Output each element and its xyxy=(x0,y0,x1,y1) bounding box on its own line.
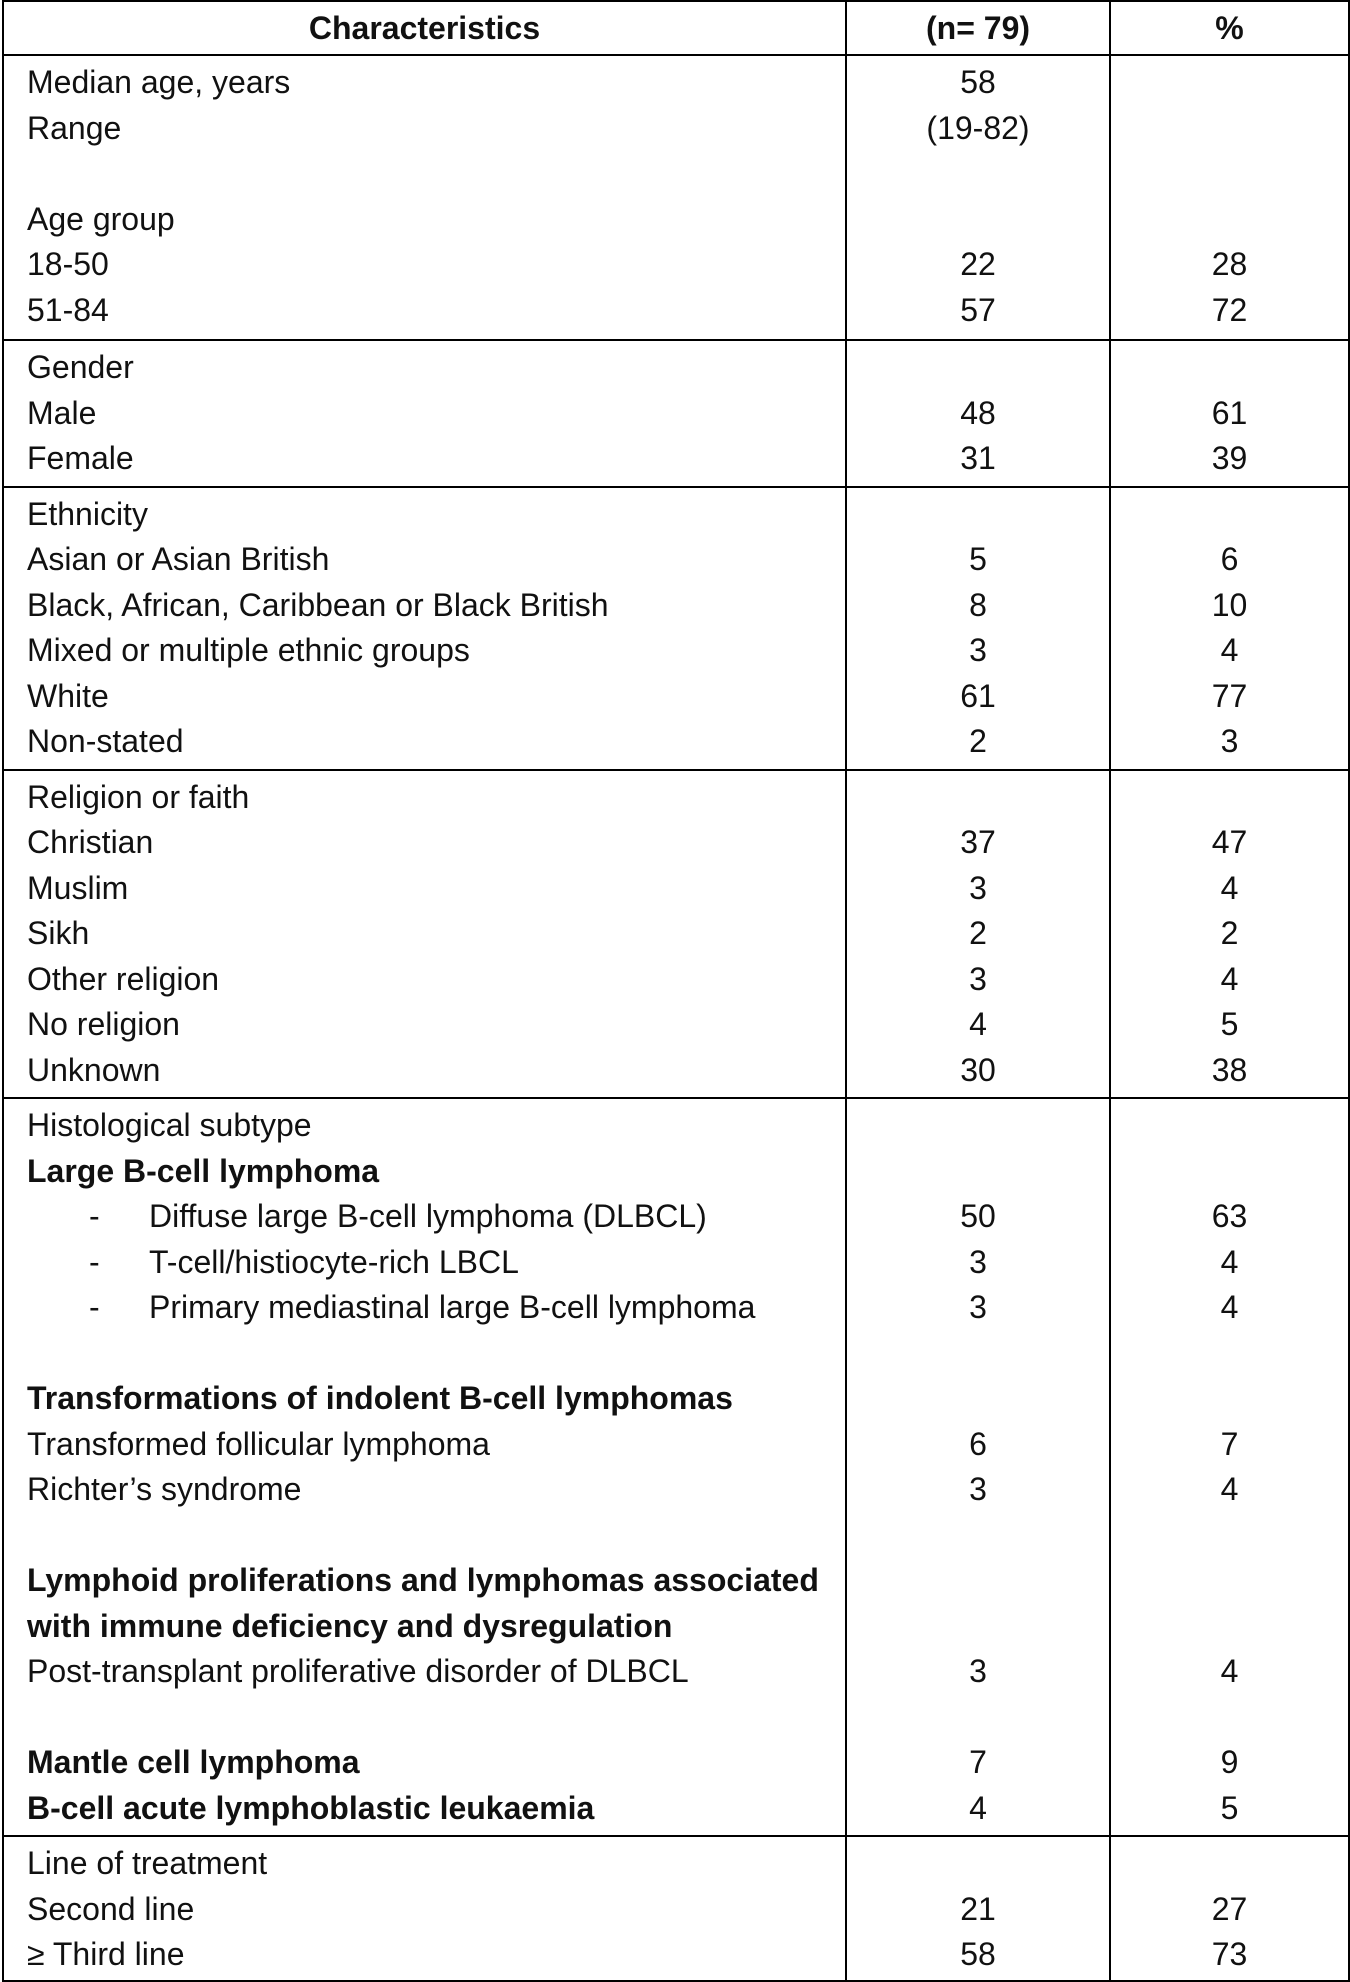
percent-value: 47 xyxy=(1211,824,1248,860)
count-value: 5 xyxy=(969,541,987,577)
characteristic-label xyxy=(4,151,845,197)
characteristic-label: Christian xyxy=(27,824,154,860)
percent-value: 5 xyxy=(1220,1789,1239,1826)
percent-value: 4 xyxy=(1220,632,1239,668)
count-value xyxy=(847,492,1109,538)
percent-value: 4 xyxy=(1220,1243,1239,1280)
characteristic-label: Transformed follicular lymphoma xyxy=(27,1425,490,1462)
percent-value: 27 xyxy=(1211,1890,1248,1927)
bullet-dash: - xyxy=(89,1289,100,1325)
percent-value xyxy=(1111,1604,1348,1650)
characteristic-label: Muslim xyxy=(27,869,129,906)
characteristic-label: 18-50 xyxy=(27,246,109,282)
characteristic-label: Black, African, Caribbean or Black British xyxy=(27,586,609,623)
section-row xyxy=(3,340,1349,487)
characteristic-label: 51-84 xyxy=(27,291,109,328)
characteristic-cell xyxy=(3,770,846,1099)
count-value: 3 xyxy=(969,632,987,668)
count-value: 3 xyxy=(969,960,987,997)
count-value: 3 xyxy=(969,1289,987,1325)
characteristic-label: Ethnicity xyxy=(27,495,148,532)
count-value: 4 xyxy=(969,1006,987,1042)
count-value: 22 xyxy=(960,246,996,282)
count-value: 4 xyxy=(969,1789,987,1826)
percent-value xyxy=(1111,197,1348,243)
percent-value: 4 xyxy=(1220,1653,1239,1689)
characteristic-label xyxy=(4,1240,845,1286)
characteristic-label: Post-transplant proliferative disorder of DLBCL xyxy=(27,1653,689,1689)
header-characteristics: Characteristics xyxy=(3,1,846,55)
section-row xyxy=(3,487,1349,770)
count-value: 2 xyxy=(969,915,987,951)
percent-value xyxy=(1111,1513,1348,1559)
count-cell xyxy=(846,770,1110,1099)
bullet-dash: - xyxy=(89,1243,100,1280)
count-value: 31 xyxy=(960,440,996,476)
characteristic-label: No religion xyxy=(27,1006,180,1042)
characteristic-label: Line of treatment xyxy=(27,1845,268,1881)
count-value xyxy=(847,1695,1109,1741)
characteristic-label: Second line xyxy=(27,1890,195,1927)
percent-value: 6 xyxy=(1220,541,1239,577)
count-cell xyxy=(846,1098,1110,1836)
count-value: 3 xyxy=(969,1243,987,1280)
characteristic-label: Female xyxy=(27,440,134,476)
characteristic-label: Lymphoid proliferations and lymphomas associated xyxy=(27,1562,819,1598)
percent-cell xyxy=(1110,55,1349,340)
characteristic-label xyxy=(4,1331,845,1377)
percent-value xyxy=(1111,151,1348,197)
characteristic-label: Age group xyxy=(27,200,175,237)
characteristic-label: Richter’s syndrome xyxy=(27,1471,302,1507)
percent-value: 3 xyxy=(1220,723,1239,759)
count-value: 2 xyxy=(969,723,987,759)
header-row xyxy=(3,1,1349,55)
percent-value xyxy=(1111,1558,1348,1604)
count-value: 30 xyxy=(960,1051,996,1088)
percent-cell xyxy=(1110,770,1349,1099)
percent-value xyxy=(1111,1841,1348,1887)
characteristic-label: White xyxy=(27,677,109,714)
percent-value: 38 xyxy=(1211,1051,1248,1088)
characteristic-label: Large B-cell lymphoma xyxy=(27,1152,380,1189)
count-value: 8 xyxy=(969,586,987,623)
count-value: 7 xyxy=(969,1744,987,1780)
percent-value: 2 xyxy=(1220,915,1239,951)
percent-value: 28 xyxy=(1211,246,1248,282)
count-cell xyxy=(846,487,1110,770)
percent-value xyxy=(1111,60,1348,106)
count-value: 61 xyxy=(960,677,996,714)
section-row xyxy=(3,1836,1349,1981)
percent-cell xyxy=(1110,1098,1349,1836)
count-value xyxy=(847,197,1109,243)
characteristic-label: Median age, years xyxy=(27,64,291,100)
count-cell xyxy=(846,55,1110,340)
percent-value: 73 xyxy=(1211,1936,1248,1972)
percent-value: 39 xyxy=(1211,440,1248,476)
count-value xyxy=(847,775,1109,821)
count-value: 58 xyxy=(960,1936,996,1972)
percent-value xyxy=(1111,775,1348,821)
percent-value: 10 xyxy=(1211,586,1248,623)
percent-value: 4 xyxy=(1220,1471,1239,1507)
characteristic-label: Unknown xyxy=(27,1051,161,1088)
characteristic-label: Transformations of indolent B-cell lymphomas xyxy=(27,1380,733,1416)
characteristic-label: Gender xyxy=(27,349,134,385)
count-value: (19-82) xyxy=(926,109,1030,146)
percent-value: 9 xyxy=(1220,1744,1239,1780)
percent-value: 4 xyxy=(1220,960,1239,997)
percent-value: 77 xyxy=(1211,677,1248,714)
percent-value xyxy=(1111,1103,1348,1149)
count-cell xyxy=(846,340,1110,487)
characteristic-label: Sikh xyxy=(27,915,90,951)
count-value xyxy=(847,345,1109,391)
percent-value: 4 xyxy=(1220,1289,1239,1325)
count-value xyxy=(847,1558,1109,1604)
characteristic-cell xyxy=(3,55,846,340)
percent-value: 63 xyxy=(1211,1198,1248,1234)
characteristic-label: Mixed or multiple ethnic groups xyxy=(27,632,470,668)
count-value: 6 xyxy=(969,1425,987,1462)
count-value: 3 xyxy=(969,1653,987,1689)
subtype-label: T-cell/histiocyte-rich LBCL xyxy=(149,1243,519,1280)
percent-value xyxy=(1111,1695,1348,1741)
characteristic-label: Asian or Asian British xyxy=(27,541,330,577)
count-value: 37 xyxy=(960,824,996,860)
characteristic-label: Range xyxy=(27,109,122,146)
characteristic-label: B-cell acute lymphoblastic leukaemia xyxy=(27,1789,595,1826)
percent-value: 4 xyxy=(1220,869,1239,906)
count-value: 3 xyxy=(969,1471,987,1507)
percent-value: 61 xyxy=(1211,394,1248,431)
count-value: 57 xyxy=(960,291,996,328)
characteristics-table xyxy=(2,0,1350,1982)
count-value xyxy=(847,1103,1109,1149)
count-value: 48 xyxy=(960,394,996,431)
percent-value xyxy=(1111,1149,1348,1195)
percent-value: 5 xyxy=(1220,1006,1239,1042)
section-row xyxy=(3,55,1349,340)
bullet-dash: - xyxy=(89,1198,100,1234)
characteristic-label: Histological subtype xyxy=(27,1107,312,1143)
characteristic-label: ≥ Third line xyxy=(27,1936,185,1972)
count-cell xyxy=(846,1836,1110,1981)
count-value xyxy=(847,1841,1109,1887)
characteristic-label xyxy=(4,1194,845,1240)
count-value xyxy=(847,151,1109,197)
count-value xyxy=(847,1331,1109,1377)
count-value: 50 xyxy=(960,1198,996,1234)
percent-value xyxy=(1111,345,1348,391)
characteristic-label: with immune deficiency and dysregulation xyxy=(27,1607,673,1644)
count-value xyxy=(847,1149,1109,1195)
percent-value xyxy=(1111,106,1348,152)
section-row xyxy=(3,770,1349,1099)
percent-value xyxy=(1111,1331,1348,1377)
percent-value: 7 xyxy=(1220,1425,1239,1462)
characteristic-cell xyxy=(3,1098,846,1836)
count-value: 58 xyxy=(960,64,996,100)
subtype-label: Primary mediastinal large B-cell lymphoma xyxy=(149,1289,756,1325)
characteristic-label: Other religion xyxy=(27,960,220,997)
percent-value xyxy=(1111,1376,1348,1422)
characteristic-label: Mantle cell lymphoma xyxy=(27,1744,360,1780)
subtype-label: Diffuse large B-cell lymphoma (DLBCL) xyxy=(149,1198,707,1234)
characteristic-label xyxy=(4,1285,845,1331)
characteristic-label xyxy=(4,1695,845,1741)
characteristic-label xyxy=(4,1513,845,1559)
percent-value xyxy=(1111,492,1348,538)
characteristic-cell xyxy=(3,487,846,770)
count-value xyxy=(847,1376,1109,1422)
characteristic-cell xyxy=(3,1836,846,1981)
header-percent: % xyxy=(1110,1,1349,55)
percent-value: 72 xyxy=(1211,291,1248,328)
count-value: 21 xyxy=(960,1890,996,1927)
percent-cell xyxy=(1110,487,1349,770)
table-body xyxy=(3,55,1349,1981)
header-n: (n= 79) xyxy=(846,1,1110,55)
characteristic-label: Male xyxy=(27,394,97,431)
characteristic-label: Religion or faith xyxy=(27,778,250,815)
percent-cell xyxy=(1110,340,1349,487)
characteristic-cell xyxy=(3,340,846,487)
percent-cell xyxy=(1110,1836,1349,1981)
count-value: 3 xyxy=(969,869,987,906)
count-value xyxy=(847,1513,1109,1559)
count-value xyxy=(847,1604,1109,1650)
characteristic-label: Non-stated xyxy=(27,723,184,759)
section-row xyxy=(3,1098,1349,1836)
